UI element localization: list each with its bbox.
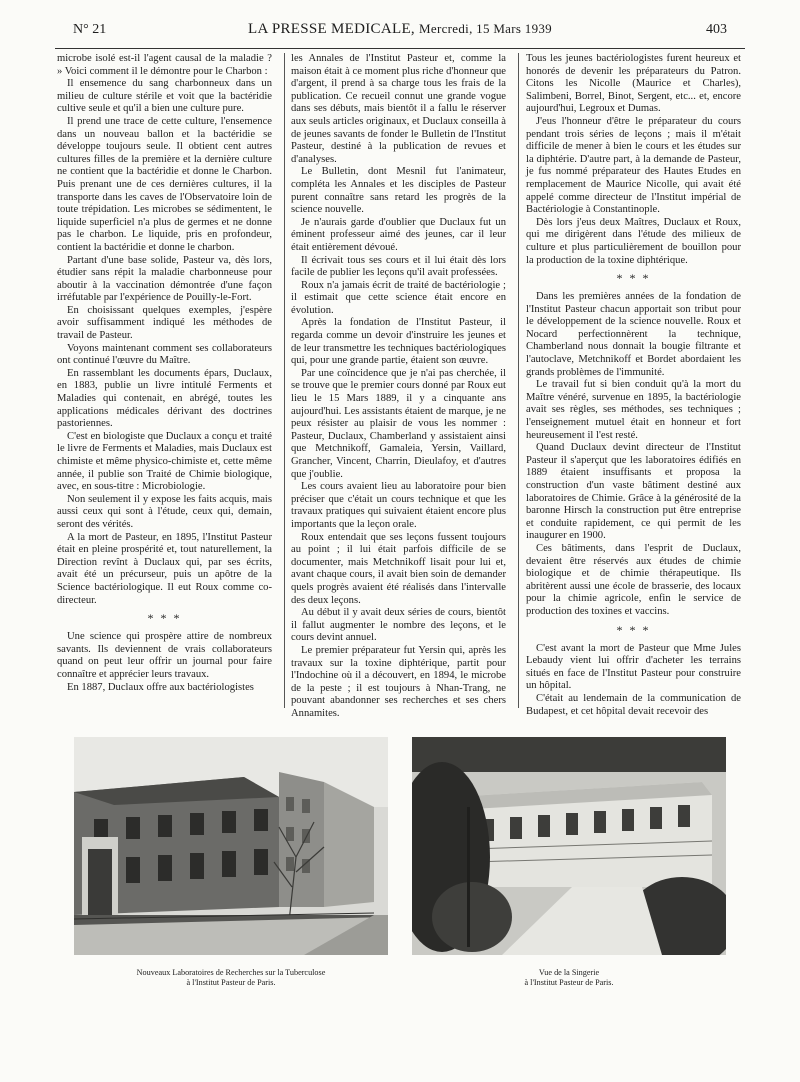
paragraph: Il écrivait tous ses cours et il lui était dès lors facile de publier les leçons qu'il avait professées. — [291, 254, 506, 279]
paragraph: Le premier préparateur fut Yersin qui, après les travaux sur la toxine diphtérique, partit pour l'Indochine où il a découvert, en 1894, le microbe de la peste ; il est toujours à Nhan-Trang, ne pouvant abandonner ses recherches et ses chers Annamites. — [291, 644, 506, 719]
paragraph: Par une coïncidence que je n'ai pas cherchée, il se trouve que le premier cours donné par Roux eut lieu le 15 Mars 1889, il y a cinquante ans aujourd'hui. Les assistants étaient de marque, je ne peux résister au plaisir de vous les nommer : Pasteur, Duclaux, Chamberland y assistaient ainsi que Metchnikoff, Gamaleia, Yersin, Vaillard, Grancher, Vincent, Charrin, Dieulafoy, et d'autres que j'oublie. — [291, 367, 506, 480]
paragraph: Dans les premières années de la fondation de l'Institut Pasteur chacun apportait son tribut pour le développement de la science nouvelle. Roux et Nocard perfectionnèrent la technique, Chamberland nous donnait la bougie filtrante et l'autoclave, Metchnikoff et Bordet abordaient les grands problèmes de l'immunité. — [526, 291, 741, 378]
paragraph: C'était au lendemain de la communication de Budapest, et cet hôpital devait recevoir des — [526, 692, 741, 717]
paragraph: Tous les jeunes bactériologistes furent heureux et honorés de devenir les préparateurs du Patron. Citons les Nicolle (Maurice et Charles), Salimbeni, Borrel, Binot, Sergent, etc... et, encore aujourd'hui, Legroux et Dumas. — [526, 53, 741, 115]
paragraph: Après la fondation de l'Institut Pasteur, il regarda comme un devoir d'instruire les jeunes et de leur transmettre les techniques bactériologiques qui, pour une grande partie, étaient son œuvre. — [291, 317, 506, 367]
paragraph: En rassemblant les documents épars, Duclaux, en 1883, publie un livre intitulé Ferments et Maladies qui contenait, en abrégé, toutes les applications médicales dérivant des doctrines pastoriennes. — [57, 367, 272, 430]
page-number: 403 — [706, 22, 727, 37]
issue-number: N° 21 — [73, 22, 107, 37]
header-rule — [55, 48, 745, 49]
caption-right — [412, 968, 726, 988]
caption-left-line2: à l'Institut Pasteur de Paris. — [186, 978, 276, 987]
paragraph: microbe isolé est-il l'agent causal de la maladie ? » Voici comment il le démontre pour le Charbon : — [57, 53, 272, 77]
paragraph: Au début il y avait deux séries de cours, bientôt il fallut augmenter le nombre des leçons, et le cours devint annuel. — [291, 607, 506, 644]
paragraph: J'eus l'honneur d'être le préparateur du cours pendant trois séries de leçons ; mais il m'était difficile de mener à bien le cours et les études sur la diphtérie. D'autre part, à la demande de Pasteur, je fus nommé préparateur des Hautes Etudes en remplacement de Maurice Nicolle, qui avait été appelé comme directeur de l'Institut impérial de Bactériologie à Constantinople. — [526, 115, 741, 216]
paragraph: Il prend une trace de cette culture, l'ensemence dans un nouveau ballon et la bactéridie se développe toujours seule. Il obtient cent autres cultures filles de la première et la dernière culture ne contient que la bactéridie et donne le Charbon. Puis prenant une de ces dernières cultures, il la transporte dans les caves de l'Observatoire loin de toute trépidation. Les microbes se sédimentent, le liquide superficiel n'a plus de germes et ne donne pas le charbon. Le liquide, pris en profondeur, contient la bactéridie et donne le charbon. — [57, 115, 272, 253]
paragraph: Roux entendait que ses leçons fussent toujours au point ; il lui était parfois difficile de se documenter, mais Metchnikoff lisait pour lui et, avant chaque cours, il avait bien soin de demander quels progrès avaient été réalisés dans l'intervalle des deux leçons. — [291, 531, 506, 606]
paragraph: Le Bulletin, dont Mesnil fut l'animateur, compléta les Annales et les disciples de Pasteur purent connaître sans retard les progrès de la science nouvelle. — [291, 166, 506, 216]
paragraph: C'est avant la mort de Pasteur que Mme Jules Lebaudy vient lui offrir d'acheter les terrains situés en face de l'Institut Pasteur pour construire un hôpital. — [526, 642, 741, 692]
paragraph: Dès lors j'eus deux Maîtres, Duclaux et Roux, qui me dirigèrent dans l'étude des milieux de culture et plus particulièrement de bouillon pour la production de la toxine diphtérique. — [526, 216, 741, 266]
journal-title — [55, 21, 745, 38]
journal-name: LA PRESSE MEDICALE, — [248, 21, 415, 37]
building-photo-image — [74, 737, 388, 955]
caption-right-line2: à l'Institut Pasteur de Paris. — [524, 978, 614, 987]
paragraph: les Annales de l'Institut Pasteur et, comme la maison était à ce moment plus riche d'honneur que d'argent, il prend à sa charge tous les frais de la publication. Ce recueil connut une grande vogue dans ses débuts, mais bientôt il a fallu le réserver aux seuls articles originaux, et Duclaux conseilla à de jeunes savants de fonder le Bulletin de l'Institut Pasteur, destiné à la publication de revues et d'analyses. — [291, 53, 506, 165]
paragraph: Non seulement il y expose les faits acquis, mais aussi ceux qui sont à l'étude, ceux qui, demain, seront des vérités. — [57, 493, 272, 530]
paragraph: Le travail fut si bien conduit qu'à la mort du Maître vénéré, survenue en 1895, la bactériologie avait ses règles, ses méthodes, ses techniques ; l'enseignement mutuel était en honneur et fort heureusement il l'est resté. — [526, 379, 741, 441]
caption-right-line1: Vue de la Singerie — [538, 968, 600, 977]
paragraph: En choisissant quelques exemples, j'espère avoir suffisamment indiqué les méthodes de travail de Pasteur. — [57, 304, 272, 342]
photo-singerie — [412, 737, 726, 955]
paragraph: Quand Duclaux devint directeur de l'Institut Pasteur il s'aperçut que les laboratoires édifiés en 1889 étaient insuffisants et proposa la construction d'un vaste bâtiment destiné aux laboratoires de Chimie. Grâce à la générosité de la baronne Hirsch la construction put être entreprise et conduite rapidement, ce qui permit de les inaugurer en 1900. — [526, 442, 741, 542]
section-separator: * * * — [616, 622, 651, 637]
paragraph: Une science qui prospère attire de nombreux savants. Ils deviennent de vrais collaborateurs quand on peut leur offrir un journal pour faire connaître et apprécier leurs travaux. — [57, 631, 272, 680]
photo-tuberculosis-laboratories — [74, 737, 388, 955]
singerie-photo-image — [412, 737, 726, 955]
text-column-3 — [526, 53, 741, 718]
caption-left-line1: Nouveaux Laboratoires de Recherches sur la Tuberculose — [136, 968, 326, 977]
paragraph: Il ensemence du sang charbonneux dans un milieu de culture stérile et voit que la bactéridie cultive seule et qu'il a bien une culture pure. — [57, 78, 272, 115]
section-separator: * * * — [147, 611, 182, 626]
paragraph: Je n'aurais garde d'oublier que Duclaux fut un éminent professeur aimé des jeunes, car il leur était entièrement dévoué. — [291, 216, 506, 253]
paragraph: Les cours avaient lieu au laboratoire pour bien préciser que c'était un cours technique et que les travaux pratiques qui suivaient étaient encore plus importants que la leçon orale. — [291, 481, 506, 530]
paragraph: C'est en biologiste que Duclaux a conçu et traité le livre de Ferments et Maladies, mais Duclaux est chimiste et même physico-chimiste et, cette même année, il publie son Traité de Chimie biologique, avec, en sous-titre : Microbiologie. — [57, 430, 272, 493]
paragraph: En 1887, Duclaux offre aux bactériologistes — [67, 681, 254, 693]
paragraph: Roux n'a jamais écrit de traité de bactériologie ; il estimait que cette science était encore en évolution. — [291, 279, 506, 316]
paragraph: Partant d'une base solide, Pasteur va, dès lors, étudier sans répit la maladie charbonneuse pour aboutir à la vaccination démontrée d'une façon irréfutable par l'expérience de Pouilly-le-Fort. — [57, 254, 272, 304]
paragraph: Ces bâtiments, dans l'esprit de Duclaux, devaient être réservés aux études de chimie biologique et de chimie thérapeutique. Ils abritèrent aussi une école de brasserie, des locaux pour la chimie agricole, enfin le service de production des toxines et vaccins. — [526, 542, 741, 617]
text-column-2 — [291, 53, 506, 720]
paragraph: A la mort de Pasteur, en 1895, l'Institut Pasteur était en pleine prospérité et, tout naturellement, la Direction revînt à Duclaux qui, par ses écrits, avait été un précurseur, puis un apôtre de la Science bactériologique. Il eut Roux comme co-directeur. — [57, 531, 272, 606]
column-divider — [284, 53, 285, 708]
page-header — [55, 20, 745, 42]
caption-left — [74, 968, 388, 988]
section-separator: * * * — [616, 271, 651, 286]
text-column-1 — [57, 53, 272, 694]
column-divider — [518, 53, 519, 708]
issue-date: Mercredi, 15 Mars 1939 — [419, 21, 552, 36]
paragraph: Voyons maintenant comment ses collaborateurs ont continué l'œuvre du Maître. — [57, 342, 272, 367]
